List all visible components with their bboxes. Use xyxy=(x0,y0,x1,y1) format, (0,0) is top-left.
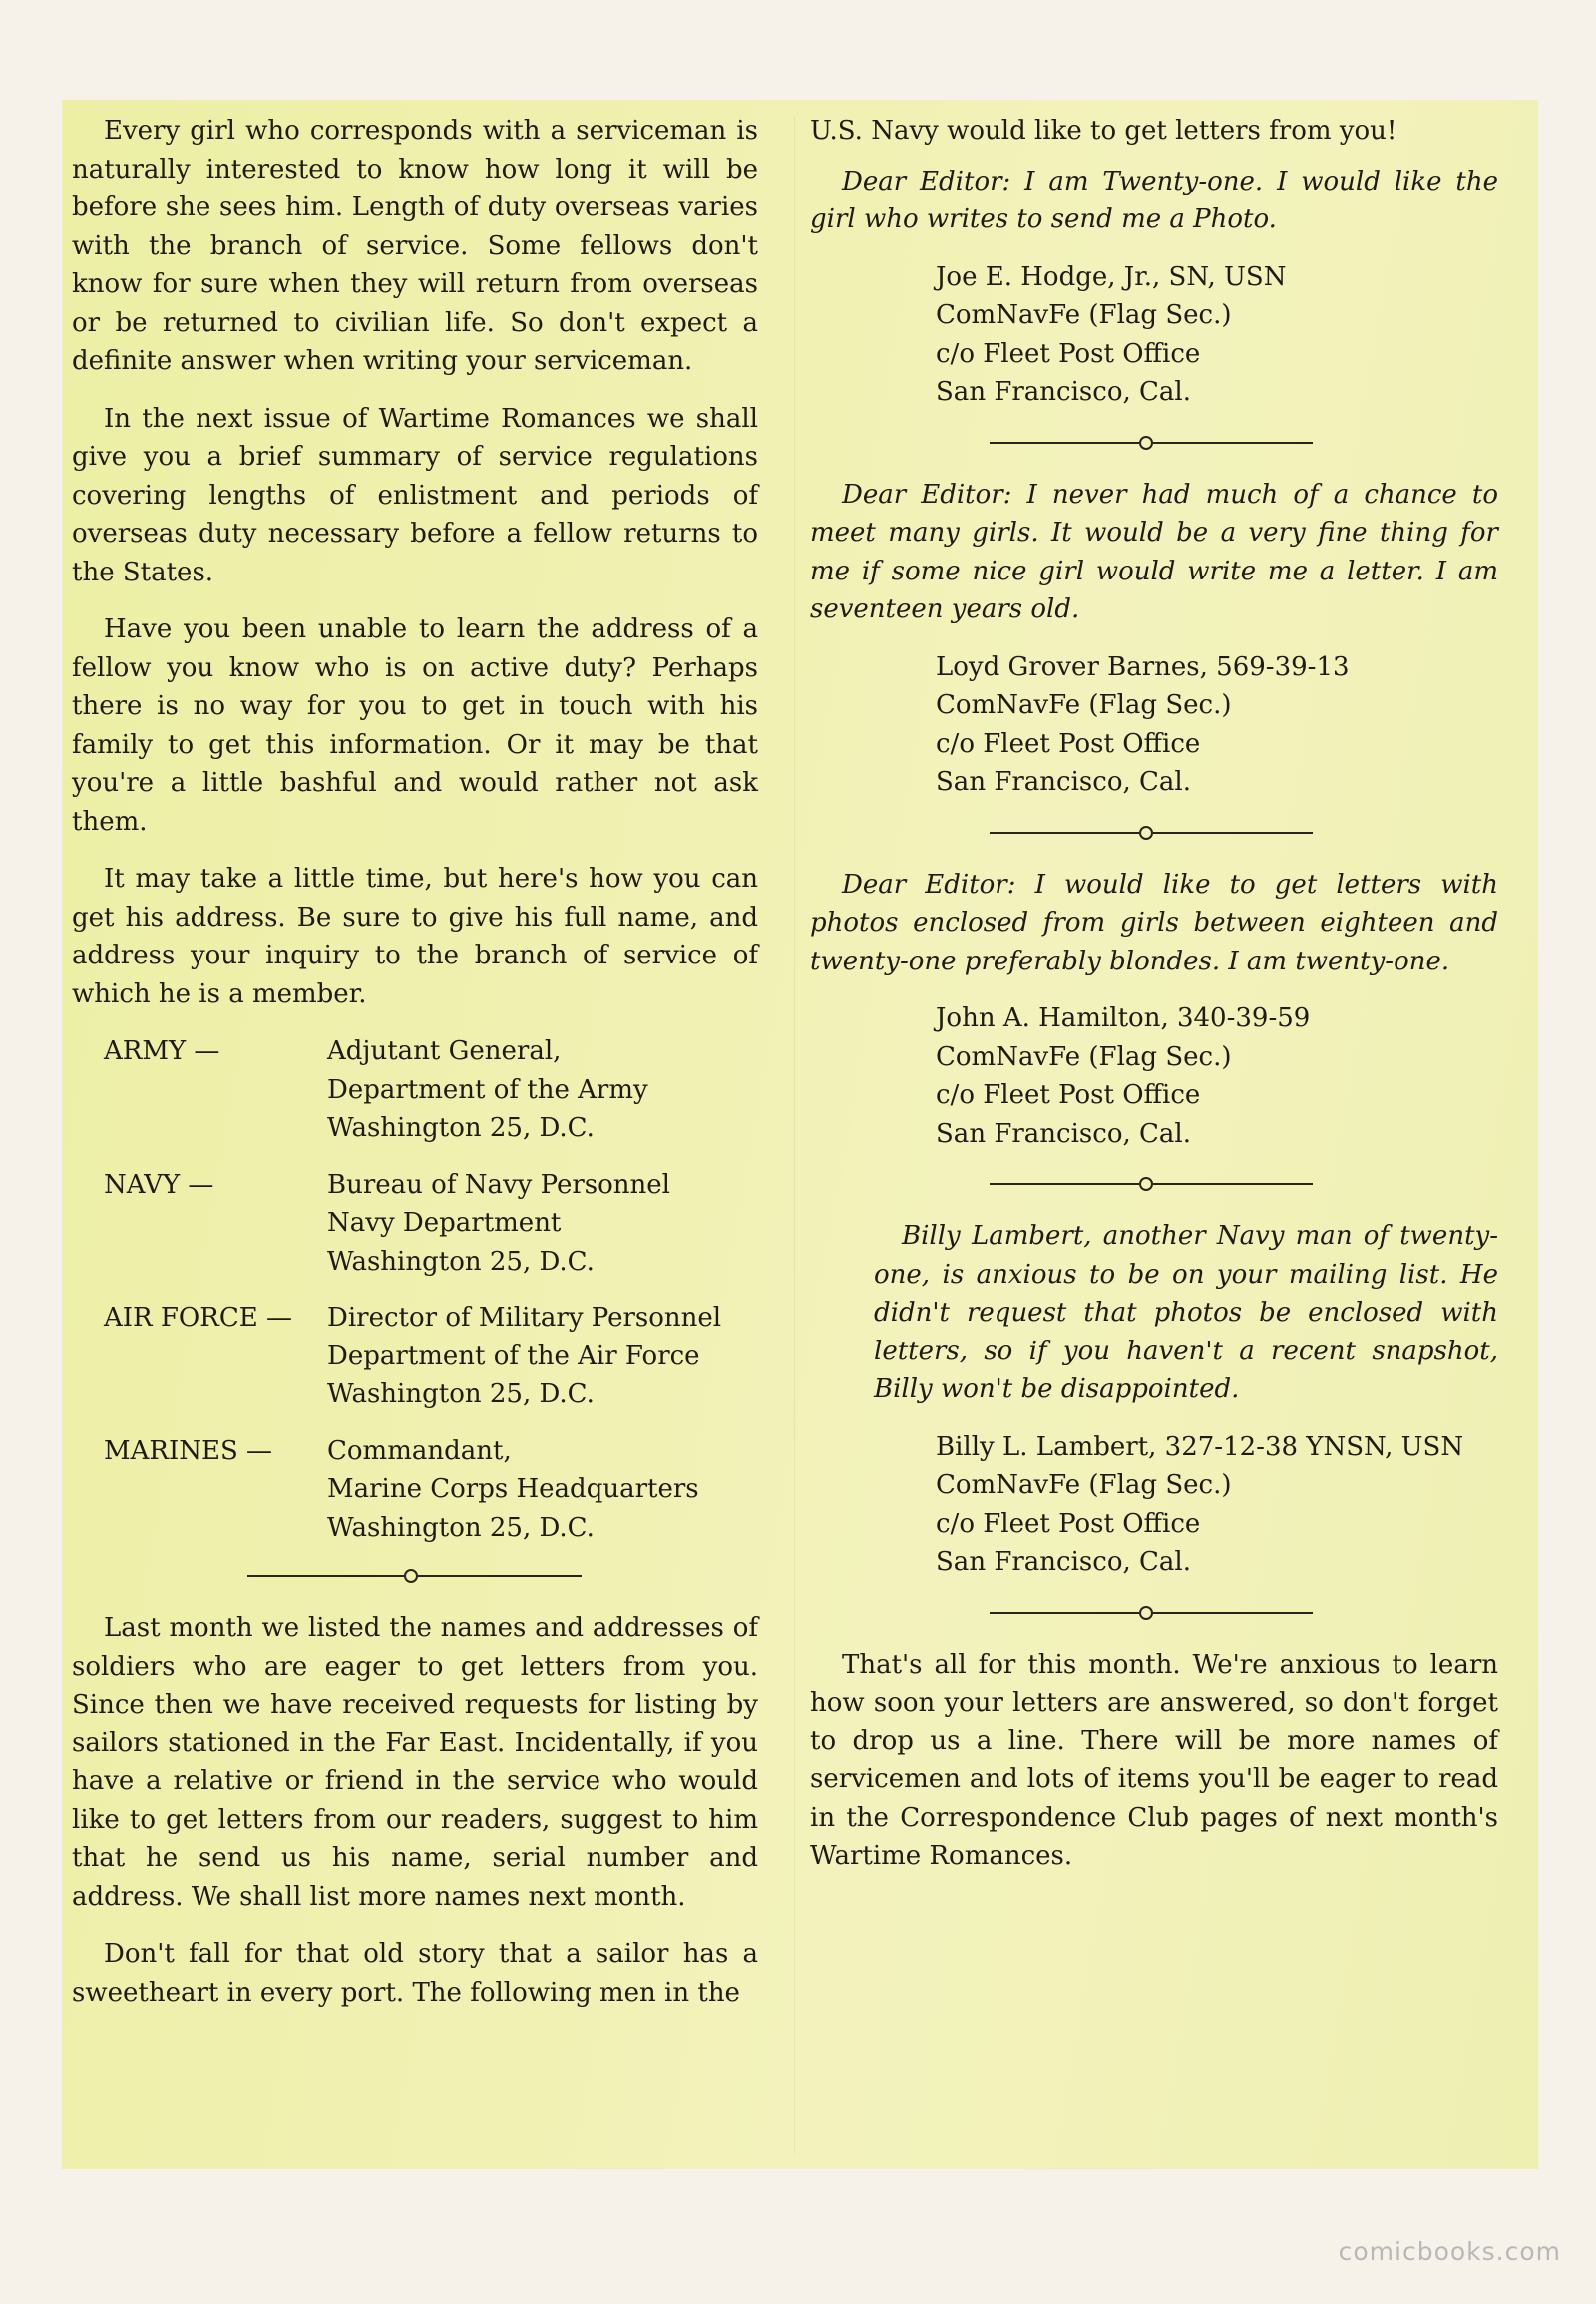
section-divider xyxy=(810,1173,1498,1193)
divider-knot xyxy=(1139,826,1153,840)
mailing-address xyxy=(936,258,1498,412)
how-to-paragraph: It may take a little time, but here's how you can get his address. Be sure to give his full name, and address your inquiry to the branch of service of which he is a member. xyxy=(72,864,758,1009)
branch-name: AIR FORCE — xyxy=(104,1303,292,1333)
mailing-address xyxy=(936,999,1498,1153)
right-column xyxy=(810,112,1498,1895)
address-line: Washington 25, D.C. xyxy=(327,1379,595,1409)
branch-air-force xyxy=(104,1299,758,1414)
divider-line xyxy=(1153,832,1313,834)
branch-address xyxy=(327,1432,699,1548)
divider-knot xyxy=(404,1569,418,1583)
branch-name: ARMY — xyxy=(104,1036,220,1066)
divider-knot xyxy=(1139,1177,1153,1191)
sailor-paragraph: Don't fall for that old story that a sailor has a sweetheart in every port. The following men in the xyxy=(72,1939,758,2008)
section-divider xyxy=(810,1602,1498,1622)
mailing-address xyxy=(936,1428,1498,1582)
address-line: Adjutant General, xyxy=(327,1036,562,1066)
column-gutter xyxy=(794,115,795,2154)
address-line: Washington 25, D.C. xyxy=(327,1246,595,1277)
address-line: Director of Military Personnel xyxy=(327,1303,722,1333)
divider-line xyxy=(990,1183,1139,1185)
letter-text: Billy Lambert, another Navy man of twenty-one, is anxious to be on your mailing list. He didn't request that photos be enclosed with letters, so if you haven't a recent snapshot, Billy won't be disappointed. xyxy=(874,1221,1498,1404)
address-question-paragraph: Have you been unable to learn the address of a fellow you know who is on active duty? Perhaps there is no way for you to get in touch with his family to get this information. Or it may be that you're a little bashful and would rather not ask them. xyxy=(72,614,758,837)
divider-knot xyxy=(1139,1606,1153,1620)
address-line: John A. Hamilton, 340-39-59 xyxy=(936,1003,1311,1033)
address-line: ComNavFe (Flag Sec.) xyxy=(936,1041,1232,1072)
divider-line xyxy=(990,1612,1139,1614)
branch-navy xyxy=(104,1166,758,1282)
divider-line xyxy=(1153,442,1313,444)
branch-name: MARINES — xyxy=(104,1435,273,1466)
intro-paragraph: Every girl who corresponds with a serviceman is naturally interested to know how long it will be before she sees him. Length of duty overseas varies with the branch of service. Some fellows don't know for sure when they will return from overseas or be returned to civilian life. So don't expect a definite answer when writing your serviceman. xyxy=(72,116,758,376)
divider-line xyxy=(247,1575,404,1577)
address-line: c/o Fleet Post Office xyxy=(936,1508,1201,1539)
address-line: Loyd Grover Barnes, 569-39-13 xyxy=(936,651,1350,682)
address-line: c/o Fleet Post Office xyxy=(936,1080,1201,1110)
address-line: San Francisco, Cal. xyxy=(936,767,1191,797)
left-column xyxy=(72,112,758,2031)
address-line: San Francisco, Cal. xyxy=(936,377,1191,407)
divider-line xyxy=(418,1575,582,1577)
section-divider xyxy=(72,1565,758,1585)
branch-address xyxy=(327,1166,670,1282)
address-line: ComNavFe (Flag Sec.) xyxy=(936,1470,1232,1500)
address-line: c/o Fleet Post Office xyxy=(936,338,1201,369)
divider-line xyxy=(1153,1612,1313,1614)
closing-paragraph: That's all for this month. We're anxious to learn how soon your letters are answered, so don't forget to drop us a line. There will be more names of servicemen and lots of items you'll be eager to read in the Correspondence Club pages of next month's Wartime Romances. xyxy=(810,1649,1498,1871)
branch-army xyxy=(104,1032,758,1148)
address-line: San Francisco, Cal. xyxy=(936,1547,1191,1577)
address-line: Navy Department xyxy=(327,1208,562,1238)
branch-address xyxy=(327,1032,648,1148)
watermark: comicbooks.com xyxy=(1338,2237,1561,2266)
address-line: c/o Fleet Post Office xyxy=(936,728,1201,759)
section-divider xyxy=(810,432,1498,452)
letter-text: Dear Editor: I would like to get letters with photos enclosed from girls between eighteen and twenty-one preferably blondes. I am twenty-one. xyxy=(810,869,1498,976)
address-line: San Francisco, Cal. xyxy=(936,1118,1191,1149)
continuation-line: U.S. Navy would like to get letters from you! xyxy=(810,116,1397,146)
address-line: Bureau of Navy Personnel xyxy=(327,1169,670,1200)
branch-marines xyxy=(104,1432,758,1548)
address-line: Department of the Air Force xyxy=(327,1341,700,1371)
address-line: Billy L. Lambert, 327-12-38 YNSN, USN xyxy=(936,1431,1464,1462)
address-line: Marine Corps Headquarters xyxy=(327,1474,699,1504)
section-divider xyxy=(810,822,1498,842)
next-issue-paragraph: In the next issue of Wartime Romances we shall give you a brief summary of service regulations covering lengths of enlistment and periods of overseas duty necessary before a fellow returns to the States. xyxy=(72,403,758,587)
divider-line xyxy=(990,832,1139,834)
address-line: Joe E. Hodge, Jr., SN, USN xyxy=(936,261,1287,292)
address-line: Department of the Army xyxy=(327,1074,648,1105)
divider-line xyxy=(990,442,1139,444)
mailing-address xyxy=(936,648,1498,802)
address-line: Commandant, xyxy=(327,1435,512,1466)
last-month-paragraph: Last month we listed the names and addresses of soldiers who are eager to get letters from you. Since then we have received requests for listing by sailors stationed in the Far East. Incidentally, if you have a relative or friend in the service who would like to get letters from our readers, suggest to him that he send us his name, serial number and address. We shall list more names next month. xyxy=(72,1613,758,1912)
divider-line xyxy=(1153,1183,1313,1185)
address-line: ComNavFe (Flag Sec.) xyxy=(936,690,1232,720)
divider-knot xyxy=(1139,436,1153,450)
letter-text: Dear Editor: I never had much of a chance to meet many girls. It would be a very fine thing for me if some nice girl would write me a letter. I am seventeen years old. xyxy=(810,479,1498,624)
address-line: Washington 25, D.C. xyxy=(327,1512,595,1543)
branch-address xyxy=(327,1299,721,1414)
letter-text: Dear Editor: I am Twenty-one. I would like the girl who writes to send me a Photo. xyxy=(810,166,1498,234)
branch-name: NAVY — xyxy=(104,1169,214,1200)
address-line: ComNavFe (Flag Sec.) xyxy=(936,300,1232,330)
address-line: Washington 25, D.C. xyxy=(327,1113,595,1143)
